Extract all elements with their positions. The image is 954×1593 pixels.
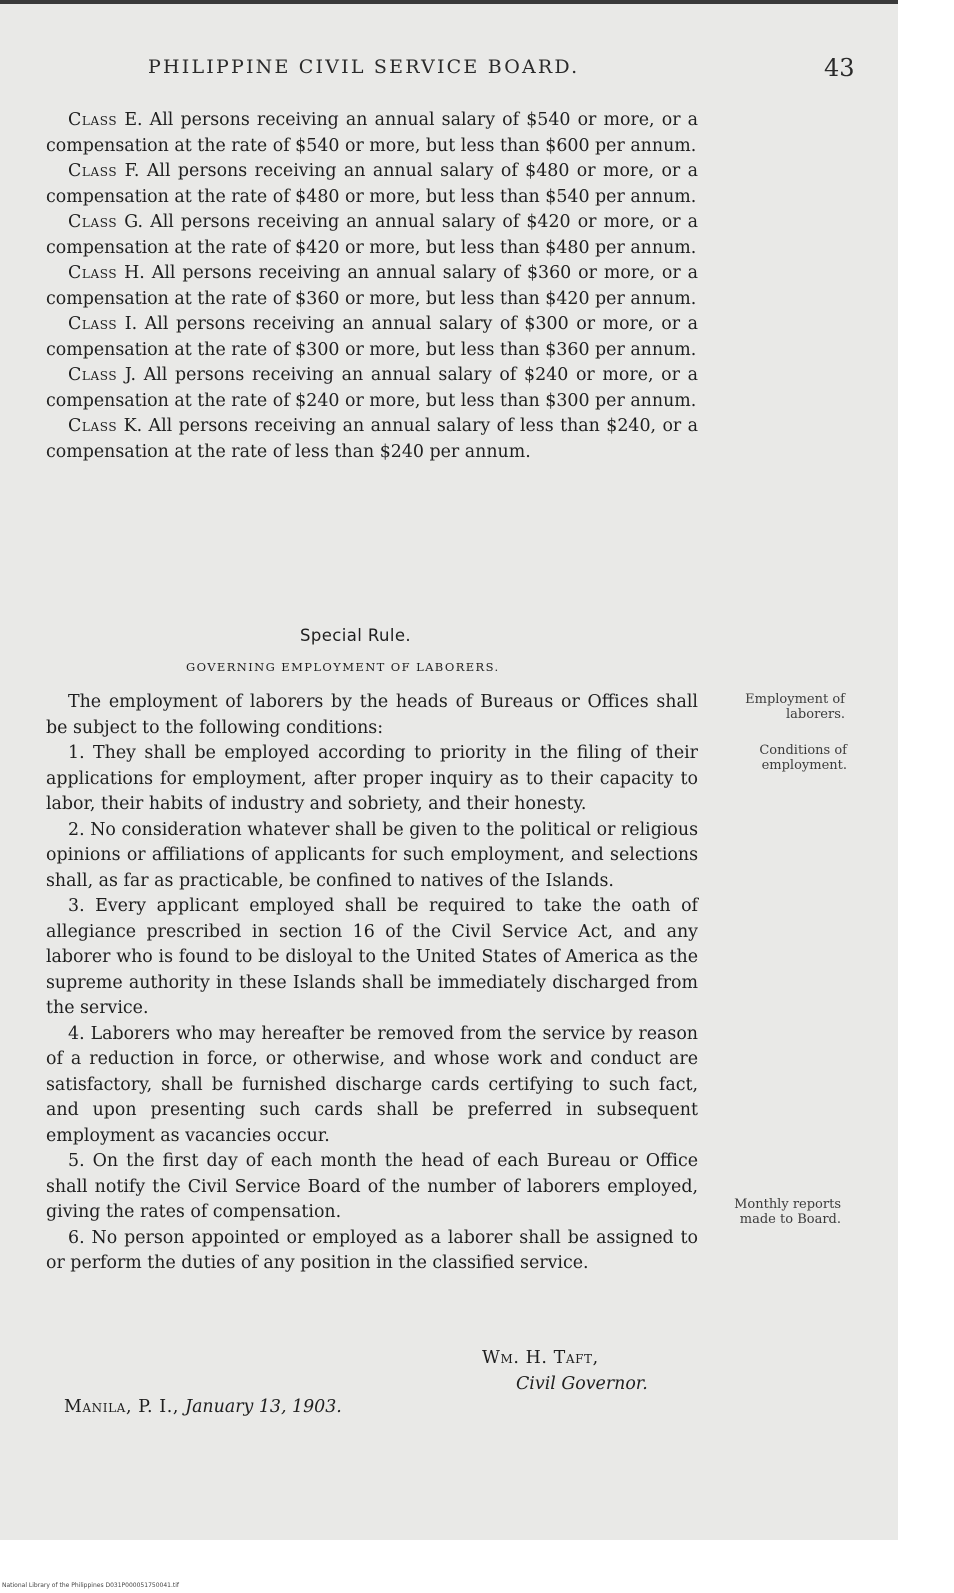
class-paragraph [46, 363, 698, 414]
dateline-place: Manila, P. I., [64, 1397, 186, 1417]
class-paragraph [46, 414, 698, 465]
class-label: Class [68, 365, 118, 385]
class-label: Class [68, 110, 118, 130]
page-number: 43 [824, 54, 855, 82]
class-label: Class [68, 314, 118, 334]
class-letter: H. [124, 263, 145, 283]
class-letter: J. [124, 365, 137, 385]
class-text: All persons receiving an annual salary of $240 or more, or a compensation at the rate of $240 or more, but less than $300 per annum. [46, 365, 699, 411]
class-letter: E. [124, 110, 143, 130]
class-paragraph [46, 108, 698, 159]
class-label: Class [68, 416, 118, 436]
running-head: PHILIPPINE CIVIL SERVICE BOARD. [148, 56, 580, 78]
class-paragraph [46, 159, 698, 210]
condition-paragraph: 5. On the first day of each month the head of each Bureau or Office shall notify the Civil Service Board of the number of laborers employed, giving the rates of compensation. [46, 1151, 698, 1222]
class-letter: K. [123, 416, 143, 436]
page-top-edge [0, 0, 898, 4]
class-paragraph [46, 210, 698, 261]
condition-paragraph: 3. Every applicant employed shall be required to take the oath of allegiance prescribed in section 16 of the Civil Service Act, and any laborer who is found to be disloyal to the United States of America as the supreme authority in these Islands shall be immediately discharged from the service. [46, 896, 698, 1018]
class-text: All persons receiving an annual salary of $420 or more, or a compensation at the rate of $420 or more, but less than $480 per annum. [46, 212, 698, 258]
signature-name: Wm. H. Taft, [482, 1348, 599, 1368]
class-paragraph [46, 261, 698, 312]
class-text: All persons receiving an annual salary of $300 or more, or a compensation at the rate of $300 or more, but less than $360 per annum. [46, 314, 699, 360]
signature-title: Civil Governor. [516, 1374, 648, 1394]
class-label: Class [68, 212, 118, 232]
laborers-intro: The employment of laborers by the heads of Bureaus or Offices shall be subject to the following conditions: [46, 692, 698, 738]
salary-classes [46, 108, 698, 465]
scan-credit-footer: National Library of the Philippines D031P000051750041.tif [2, 1582, 180, 1589]
special-rule-title: Special Rule. [300, 626, 412, 645]
class-letter: F. [124, 161, 140, 181]
special-rule-subtitle: GOVERNING EMPLOYMENT OF LABORERS. [186, 660, 500, 674]
condition-paragraph: 1. They shall be employed according to priority in the filing of their applications for employment, after proper inquiry as to their capacity to labor, their habits of industry and sobriety, and their honesty. [46, 743, 698, 814]
class-text: All persons receiving an annual salary of $540 or more, or a compensation at the rate of $540 or more, but less than $600 per annum. [46, 110, 699, 156]
margin-note-employment: Employment of laborers. [745, 692, 845, 722]
laborer-conditions [46, 690, 698, 1277]
class-label: Class [68, 161, 118, 181]
dateline-date: January 13, 1903. [185, 1397, 342, 1417]
condition-paragraph: 2. No consideration whatever shall be given to the political or religious opinions or affiliations of applicants for such employment, and selections shall, as far as practicable, be confined to natives of the Islands. [46, 819, 698, 891]
margin-note-monthly-reports: Monthly reports made to Board. [734, 1197, 841, 1227]
class-letter: I. [124, 314, 138, 334]
class-paragraph [46, 312, 698, 363]
condition-paragraph: 6. No person appointed or employed as a laborer shall be assigned to or perform the duties of any position in the classified service. [46, 1227, 698, 1273]
class-text: All persons receiving an annual salary of $480 or more, or a compensation at the rate of $480 or more, but less than $540 per annum. [46, 161, 698, 207]
class-text: All persons receiving an annual salary of $360 or more, or a compensation at the rate of $360 or more, but less than $420 per annum. [46, 263, 699, 309]
dateline [64, 1397, 342, 1417]
class-label: Class [68, 263, 118, 283]
condition-paragraph: 4. Laborers who may hereafter be removed from the service by reason of a reduction in force, or otherwise, and whose work and conduct are satisfactory, shall be furnished discharge cards certifying to such fact, and upon presenting such cards shall be preferred in subsequent employment as vacancies occur. [46, 1023, 698, 1146]
class-letter: G. [124, 212, 144, 232]
class-text: All persons receiving an annual salary of less than $240, or a compensation at the rate of less than $240 per annum. [46, 416, 699, 462]
margin-note-conditions: Conditions of employment. [759, 743, 847, 773]
